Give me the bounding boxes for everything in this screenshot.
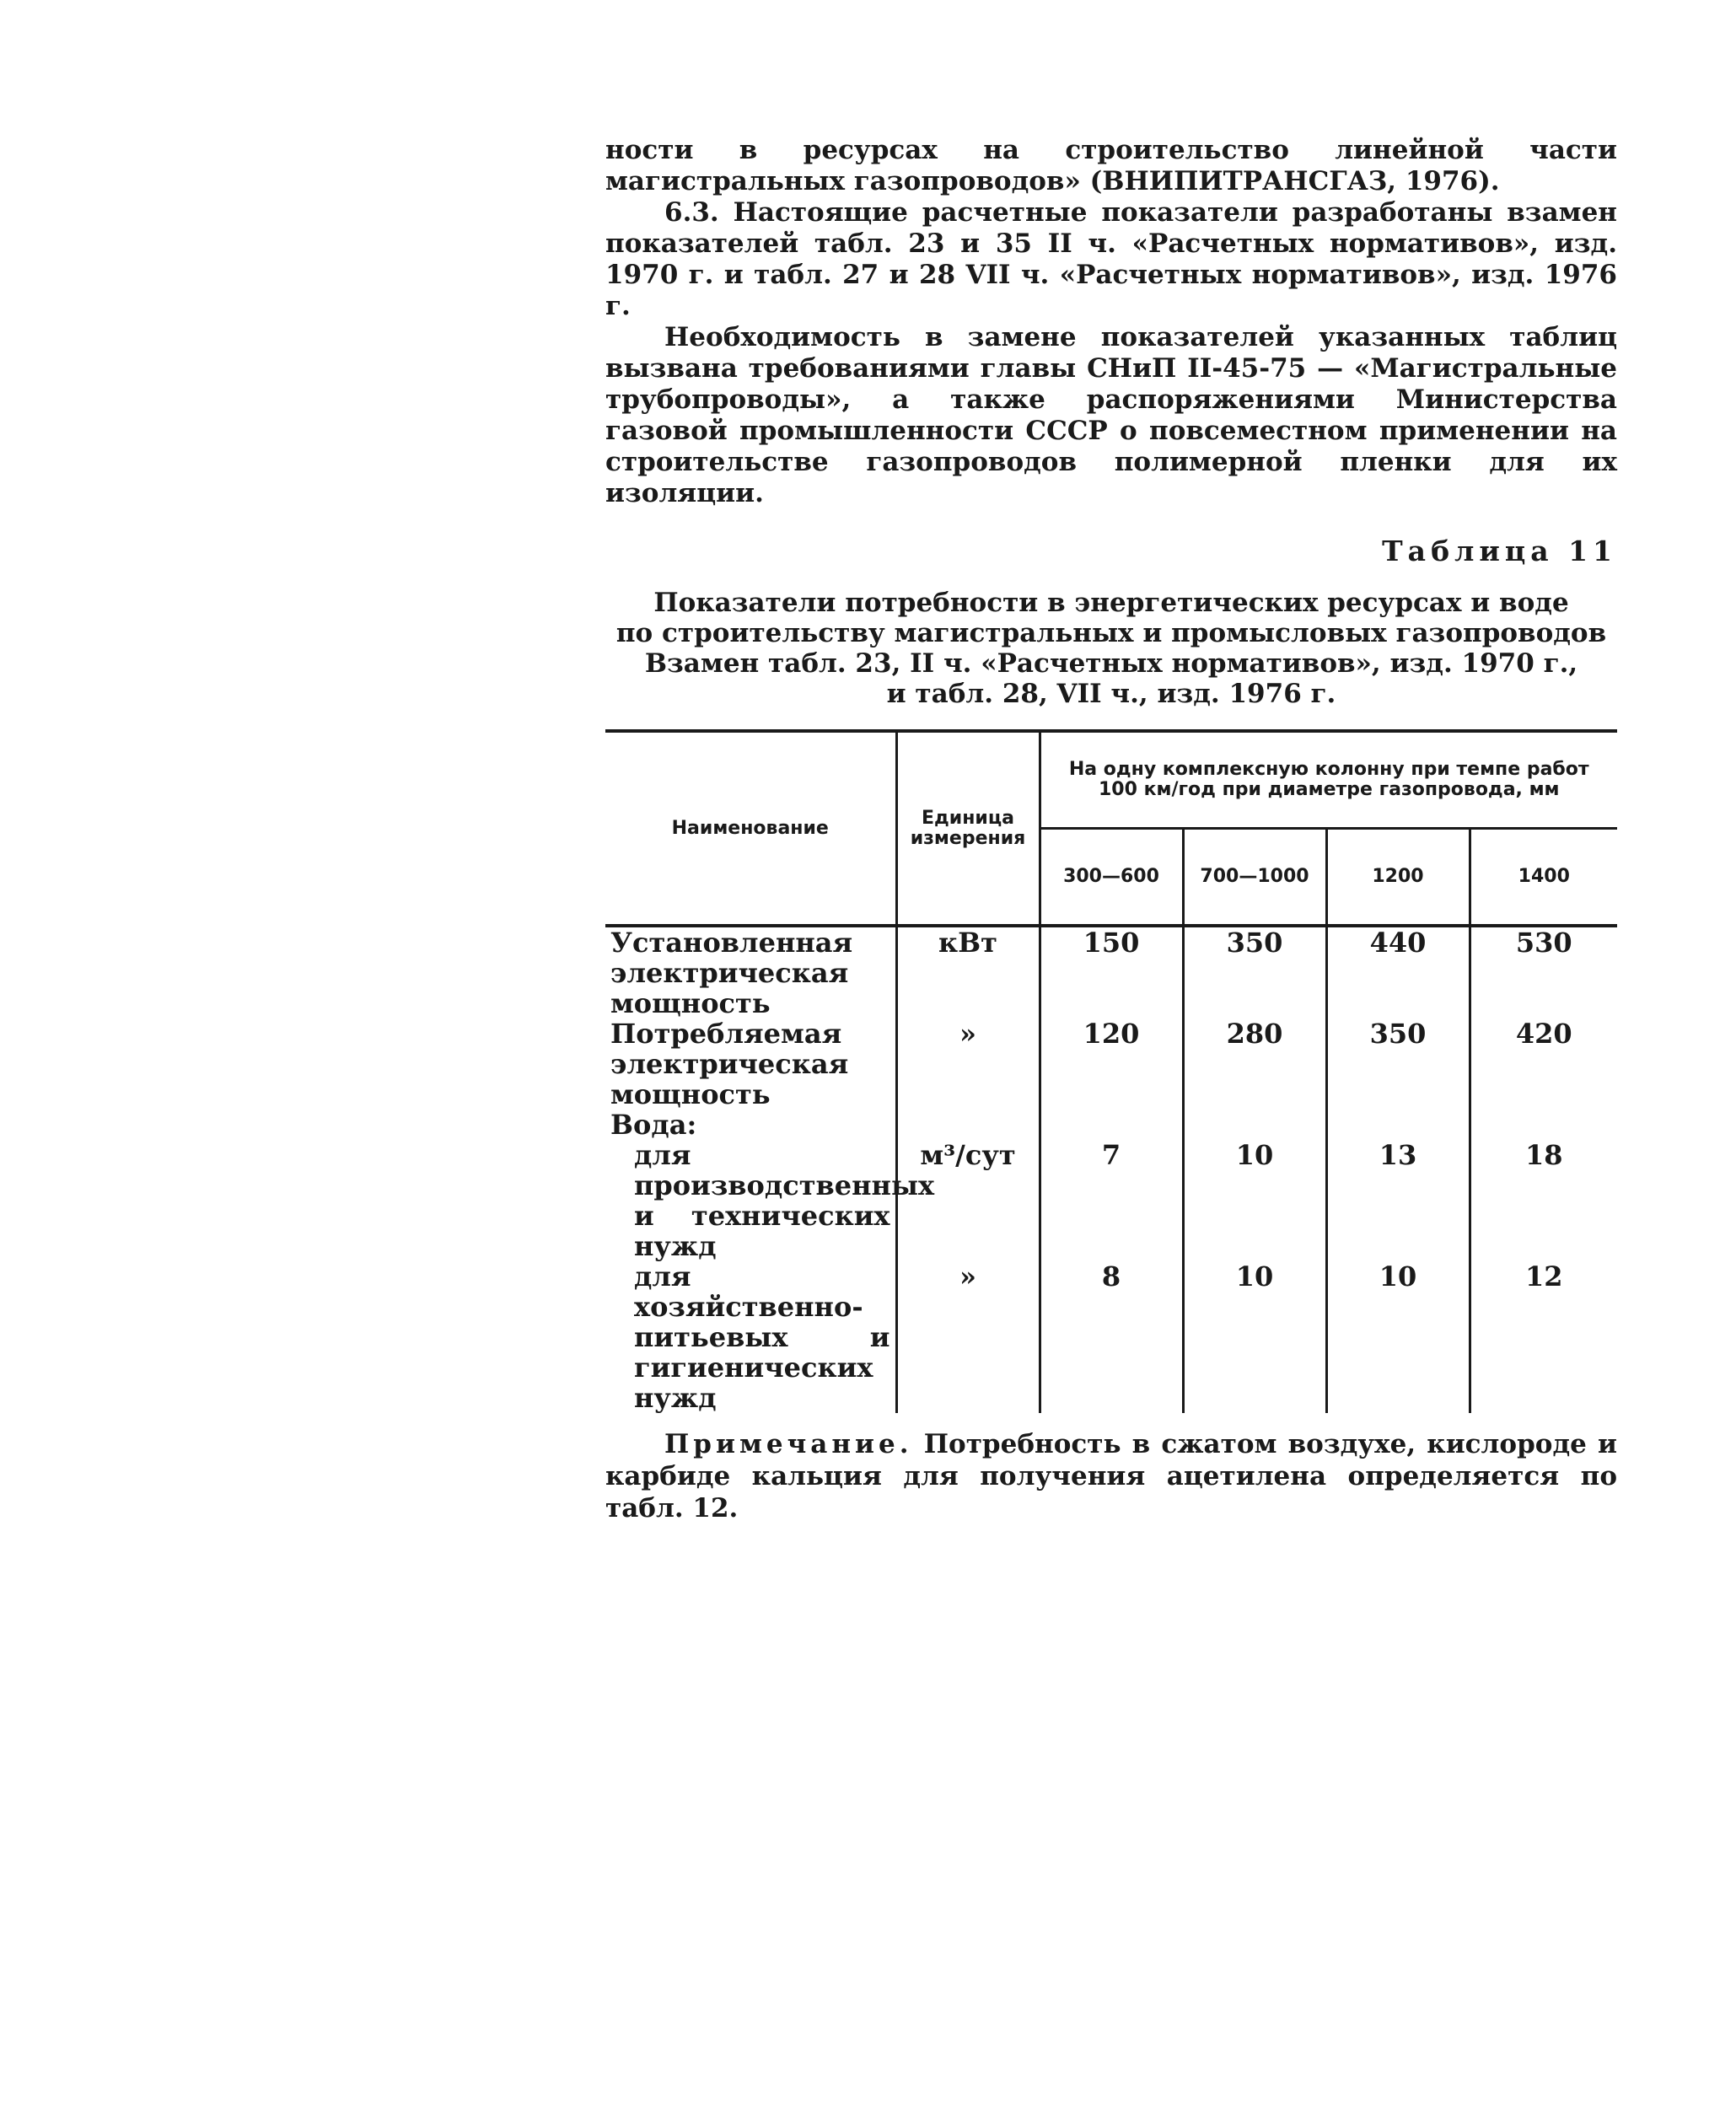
- row-value-1200: 440: [1326, 926, 1470, 1018]
- table-title-line-3: Взамен табл. 23, II ч. «Расчетных нормативов», изд. 1970 г.,: [644, 648, 1578, 679]
- table-note: [605, 1428, 1617, 1524]
- row-value-1200: 350: [1326, 1018, 1470, 1110]
- header-diameter-700-1000: 700—1000: [1183, 829, 1326, 927]
- row-unit: »: [896, 1018, 1040, 1110]
- row-value-700-1000: 10: [1183, 1140, 1326, 1261]
- row-value-700-1000: 280: [1183, 1018, 1326, 1110]
- row-name: для производственных и технических нужд: [634, 1139, 935, 1262]
- intro-paragraph-1: ности в ресурсах на строительство линейной части магистральных газопроводов» (ВНИПИТРАНСГАЗ, 1976).: [605, 135, 1617, 196]
- row-value-1200: 10: [1326, 1261, 1470, 1413]
- intro-paragraph-3: Необходимость в замене показателей указанных таблиц вызвана требованиями главы СНиП II-45-75 — «Магистральные трубопроводы», а также распоряжениями Министерства газовой промышленности СССР о повсеместном применении на строительстве газопроводов полимерной пленки для их изоляции.: [605, 322, 1617, 508]
- row-value-1400: 12: [1470, 1261, 1617, 1413]
- intro-paragraph-2: 6.3. Настоящие расчетные показатели разработаны взамен показателей табл. 23 и 35 II ч. «Расчетных нормативов», изд. 1970 г. и табл. 27 и 28 VII ч. «Расчетных нормативов», изд. 1976 г.: [605, 197, 1617, 321]
- row-value-1400: 18: [1470, 1140, 1617, 1261]
- header-diameter-300-600: 300—600: [1040, 829, 1183, 927]
- table-title-line-4: и табл. 28, VII ч., изд. 1976 г.: [886, 679, 1336, 709]
- row-name: Установленная электрическая мощность: [610, 927, 853, 1019]
- row-value-1400: 530: [1470, 926, 1617, 1018]
- table-row: [605, 1140, 1617, 1261]
- row-value-700-1000: 10: [1183, 1261, 1326, 1413]
- header-diameter-1200: 1200: [1326, 829, 1470, 927]
- row-group-name: Вода:: [610, 1109, 697, 1141]
- row-value-700-1000: 350: [1183, 926, 1326, 1018]
- row-value-300-600: 150: [1040, 926, 1183, 1018]
- document-page: [605, 135, 1617, 1550]
- note-label: Примечание.: [664, 1429, 913, 1459]
- header-group: На одну комплексную колонну при темпе работ 100 км/год при диаметре газопровода, мм: [1040, 731, 1617, 829]
- table-row: [605, 1018, 1617, 1110]
- row-value-1400: 420: [1470, 1018, 1617, 1110]
- row-value-300-600: 7: [1040, 1140, 1183, 1261]
- table-title-line-2: по строительству магистральных и промысловых газопроводов: [615, 618, 1607, 648]
- energy-resources-table: [605, 729, 1617, 1413]
- row-unit: кВт: [896, 926, 1040, 1018]
- row-name: Потребляемая электрическая мощность: [610, 1018, 849, 1110]
- table-row: [605, 926, 1617, 1018]
- header-unit: Единица измерения: [896, 731, 1040, 926]
- table-row: [605, 1261, 1617, 1413]
- row-unit: м³/сут: [896, 1140, 1040, 1261]
- row-name: для хозяйственно-питьевых и гигиенических нужд: [634, 1260, 890, 1414]
- table-label: Таблица 11: [1382, 535, 1617, 567]
- row-value-300-600: 8: [1040, 1261, 1183, 1413]
- table-title: [605, 588, 1617, 709]
- row-unit: »: [896, 1261, 1040, 1413]
- header-diameter-1400: 1400: [1470, 829, 1617, 927]
- row-value-1200: 13: [1326, 1140, 1470, 1261]
- header-name: Наименование: [605, 731, 896, 926]
- table-row: [605, 1110, 1617, 1140]
- row-value-300-600: 120: [1040, 1018, 1183, 1110]
- table-title-line-1: Показатели потребности в энергетических ресурсах и воде: [653, 588, 1569, 618]
- note-text: Потребность в сжатом воздухе, кислороде и карбиде кальция для получения ацетилена определяется по табл. 12.: [605, 1429, 1617, 1523]
